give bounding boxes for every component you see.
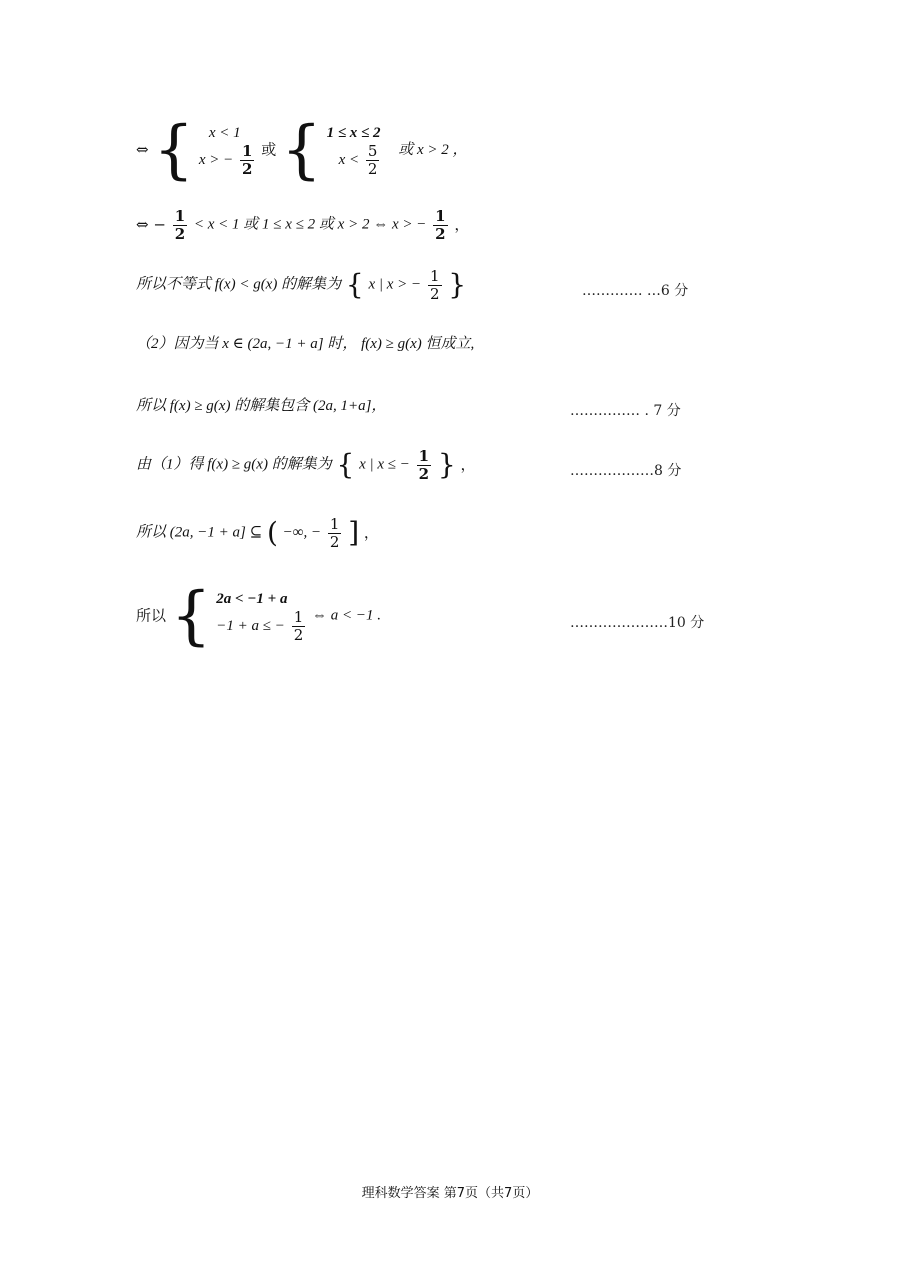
fraction: $\frac{1}{2}$ <box>429 267 440 303</box>
final-system-row-1: 2a < −1 + a <box>216 590 288 607</box>
part1-result-line: 由（1）得 f(x) ≥ g(x) 的解集为 { x | x ≤ − $\frac{1}{2}$ } ， <box>136 447 476 483</box>
system-a-row-2: x > − $\frac{1}{2}$ <box>198 142 253 178</box>
left-brace: { <box>170 579 212 653</box>
interval-paren-open: ( <box>266 516 278 549</box>
equiv-arrow: ⇔ <box>136 140 149 159</box>
final-system-line: 所以 { 2a < −1 + a −1 + a ≤ − $\frac{1}{2}$ ⇔ a < −1 . <box>136 579 382 653</box>
set-brace-open: { <box>336 448 355 481</box>
subset-line: 所以 (2a, −1 + a] ⊆ ( −∞, − $\frac{1}{2}$ ] ， <box>136 515 379 551</box>
equivalence-line-1 <box>136 113 468 187</box>
solution-set-line: 所以不等式 f(x) < g(x) 的解集为 { x | x > − $\frac{1}{2}$ } <box>136 267 467 303</box>
final-system <box>216 589 307 643</box>
fraction: $\frac{1}{2}$ <box>418 447 430 483</box>
score-6: …………. …6 分 <box>582 283 689 299</box>
equivalence-line-2: ⇔ − $\frac{1}{2}$ < x < 1 或 1 ≤ x ≤ 2 或 x > 2 ⇔ x > − $\frac{1}{2}$ ， <box>136 207 470 243</box>
score-10: …………………10 分 <box>570 615 705 631</box>
set-brace-open: { <box>345 268 364 301</box>
system-b-row-2: x < $\frac{5}{2}$ <box>338 142 378 178</box>
left-brace: { <box>153 113 195 187</box>
score-7: …………… . 7 分 <box>570 403 681 419</box>
interval-bracket-close: ] <box>348 516 360 549</box>
system-b-row-1: 1 ≤ x ≤ 2 <box>326 124 381 141</box>
left-brace: { <box>281 113 322 187</box>
set-brace-close: } <box>448 268 467 301</box>
final-system-row-2: −1 + a ≤ − $\frac{1}{2}$ <box>216 608 304 644</box>
part2-premise: （2）因为当 x ∈ (2a, −1 + a] 时， f(x) ≥ g(x) 恒成立, <box>136 336 475 352</box>
or-word: 或 <box>261 140 277 159</box>
containment-line: 所以 f(x) ≥ g(x) 的解集包含 (2a, 1+a]， <box>136 398 387 414</box>
fraction: $\frac{1}{2}$ <box>293 608 304 644</box>
fraction: $\frac{5}{2}$ <box>367 142 378 178</box>
system-b <box>327 123 382 177</box>
set-brace-close: } <box>437 448 456 481</box>
page-footer: 理科数学答案 第7页（共7页） <box>361 1186 539 1201</box>
system-a-row-1: x < 1 <box>208 124 241 141</box>
score-8: ………………8 分 <box>570 463 682 479</box>
fraction: $\frac{1}{2}$ <box>174 207 186 243</box>
line-tail: 或 x > 2 ， <box>398 141 468 158</box>
fraction: $\frac{1}{2}$ <box>435 207 446 243</box>
system-a <box>199 123 257 177</box>
fraction: $\frac{1}{2}$ <box>329 515 340 551</box>
fraction: $\frac{1}{2}$ <box>242 142 253 178</box>
